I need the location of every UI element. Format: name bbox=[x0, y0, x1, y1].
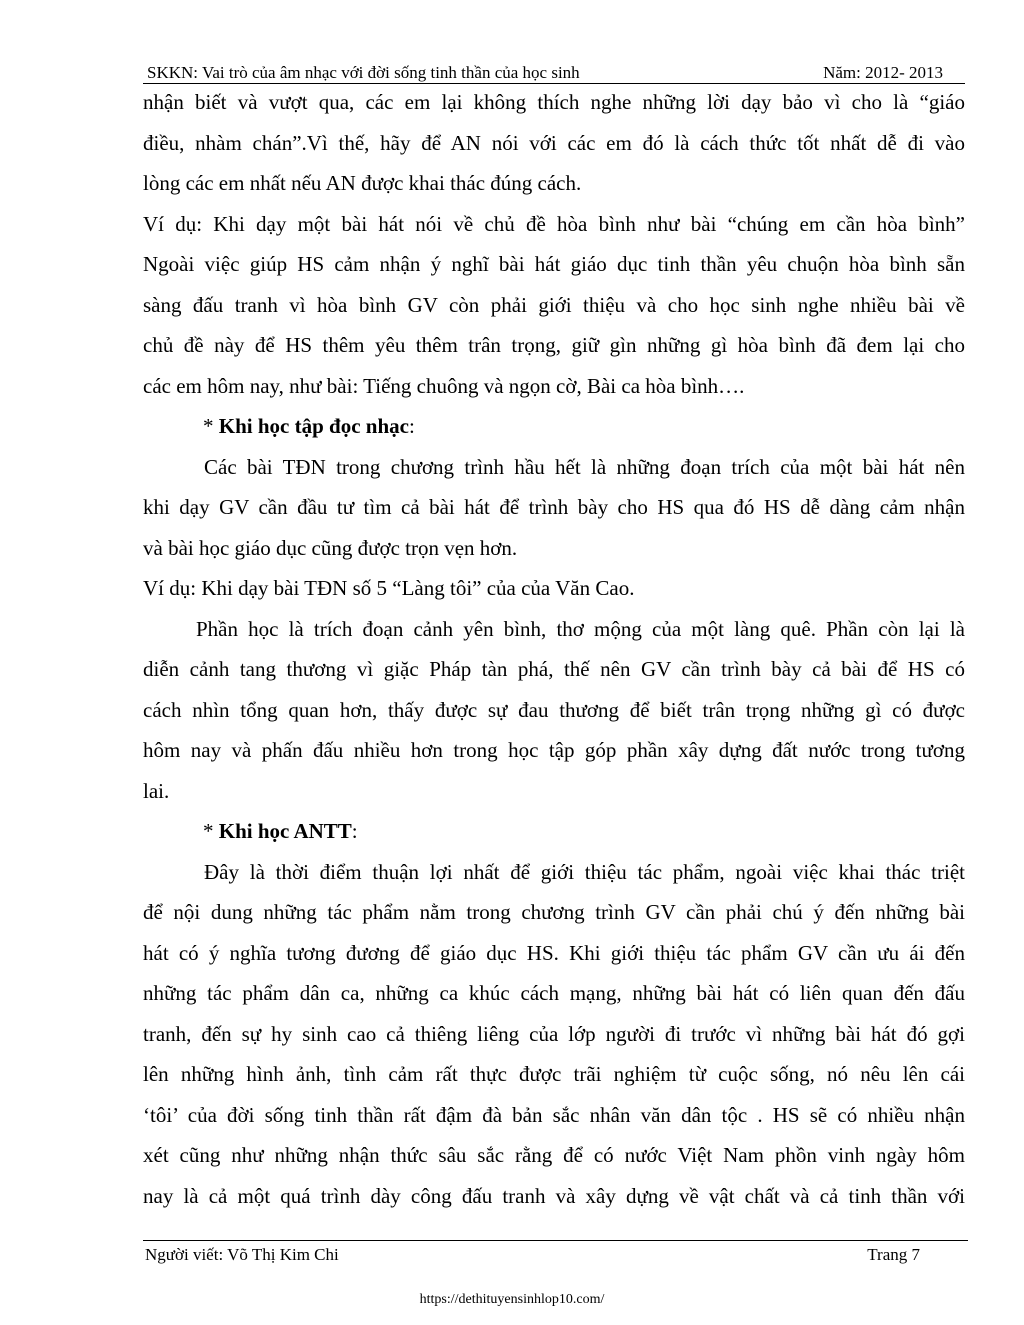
text-line: hát có ý nghĩa tương đương để giáo dục HS. Khi giới thiệu tác phẩm GV cần ưu ái đến bbox=[143, 940, 965, 965]
footer-divider bbox=[143, 1240, 968, 1241]
source-url[interactable]: https://dethituyensinhlop10.com/ bbox=[419, 1292, 605, 1307]
text-line: hôm nay và phấn đấu nhiều hơn trong học tập góp phần xây dựng đất nước trong tương bbox=[143, 738, 965, 762]
page-footer bbox=[143, 1244, 968, 1268]
text-line: lòng các em nhất nếu AN được khai thác đúng cách. bbox=[143, 171, 582, 195]
text-line: để nội dung những tác phẩm nằm trong chương trình GV cần phải chú ý đến những bài bbox=[143, 900, 965, 924]
document-body bbox=[143, 82, 965, 1216]
text-line: điều, nhàm chán”.Vì thế, hãy để AN nói với các em đó là cách thức tốt nhất dễ đi vào bbox=[143, 130, 965, 155]
footer-author: Người viết: Võ Thị Kim Chi bbox=[145, 1245, 339, 1264]
section-heading-antt: * Khi học ANTT: bbox=[203, 819, 358, 843]
section-heading-tdn: * Khi học tập đọc nhạc: bbox=[203, 414, 415, 438]
text-line: Ví dụ: Khi dạy một bài hát nói về chủ đề hòa bình như bài “chúng em cần hòa bình” bbox=[143, 211, 965, 236]
text-line: Ví dụ: Khi dạy bài TĐN số 5 “Làng tôi” của của Văn Cao. bbox=[143, 576, 635, 600]
text-line: cách nhìn tổng quan hơn, thấy được sự đau thương để biết trân trọng những gì có được bbox=[143, 697, 965, 722]
text-line: Phần học là trích đoạn cảnh yên bình, thơ mộng của một làng quê. Phần còn lại là bbox=[196, 616, 965, 641]
text-line: nhận biết và vượt qua, các em lại không thích nghe những lời dạy bảo vì cho là “giáo bbox=[143, 90, 965, 114]
header-title: SKKN: Vai trò của âm nhạc với đời sống tinh thần của học sinh bbox=[147, 63, 580, 82]
text-line: các em hôm nay, như bài: Tiếng chuông và ngọn cờ, Bài ca hòa bình…. bbox=[143, 373, 745, 398]
text-line: và bài học giáo dục cũng được trọn vẹn hơn. bbox=[143, 535, 518, 560]
text-line: lai. bbox=[143, 778, 170, 803]
text-line: lên những hình ảnh, tình cảm rất thực được trãi nghiệm từ cuộc sống, nó nêu lên cái bbox=[143, 1062, 965, 1086]
text-line: khi dạy GV cần đầu tư tìm cả bài hát để trình bày cho HS qua đó HS dễ dàng cảm nhận bbox=[143, 495, 965, 519]
text-line: tranh, đến sự hy sinh cao cả thiêng liêng của lớp người đi trước vì những bài hát đó gợi bbox=[143, 1021, 965, 1046]
page-number: Trang 7 bbox=[867, 1245, 920, 1264]
text-line: ‘tôi’ của đời sống tinh thần rất đậm đà bản sắc nhân văn dân tộc . HS sẽ có nhiều nhận bbox=[143, 1102, 965, 1127]
text-line: Các bài TĐN trong chương trình hầu hết là những đoạn trích của một bài hát nên bbox=[204, 454, 965, 479]
text-line: sàng đấu tranh vì hòa bình GV còn phải giới thiệu và cho học sinh nghe nhiều bài về bbox=[143, 292, 965, 317]
section-heading-bold: Khi học tập đọc nhạc bbox=[218, 414, 409, 438]
text-line: xét cũng như những nhận thức sâu sắc rằng để có nước Việt Nam phồn vinh ngày hôm bbox=[143, 1143, 965, 1167]
text-line: Đây là thời điểm thuận lợi nhất để giới thiệu tác phẩm, ngoài việc khai thác triệt bbox=[204, 859, 965, 884]
text-line: diễn cảnh tang thương vì giặc Pháp tàn phá, thế nên GV cần trình bày cả bài để HS có bbox=[143, 657, 965, 681]
section-heading-bold: Khi học ANTT bbox=[218, 819, 352, 843]
text-line: Ngoài việc giúp HS cảm nhận ý nghĩ bài hát giáo dục tinh thần yêu chuộn hòa bình sẵn bbox=[143, 252, 965, 276]
text-line: chủ đề này để HS thêm yêu thêm trân trọng, giữ gìn những gì hòa bình đã đem lại cho bbox=[143, 333, 965, 357]
header-year: Năm: 2012- 2013 bbox=[823, 63, 943, 82]
text-line: nay là cả một quá trình dày công đấu tranh và xây dựng về vật chất và cả tinh thần với bbox=[143, 1183, 965, 1208]
text-line: những tác phẩm dân ca, những ca khúc cách mạng, những bài hát có liên quan đến đấu bbox=[143, 981, 965, 1005]
